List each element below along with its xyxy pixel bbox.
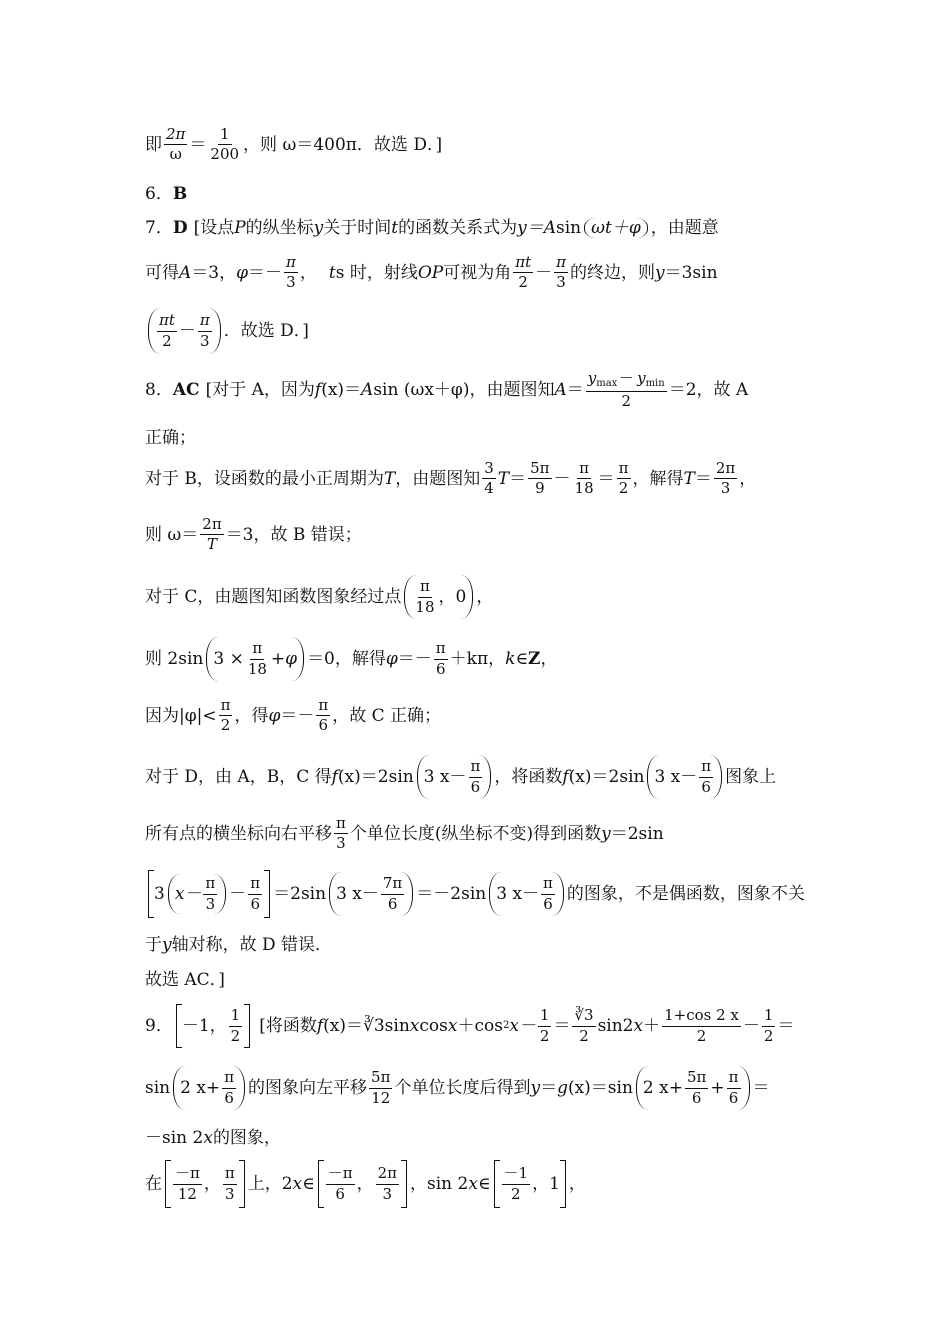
question-9-line-2: sin 2 x+ $\frac{\pi}{6}$ 的图象向左平移 $\frac{5\pi}{12}$ 个单位长度后得到 y ＝ g (x)＝sin 2 x+ $\frac{5\pi}{6}$ + $\frac{\pi}{6}$ ＝ <box>145 1066 810 1110</box>
square-bracket: 3 x－ $\frac{\pi}{3}$ － $\frac{\pi}{6}$ <box>148 870 270 918</box>
question-7-line-3: $\frac{\pi t}{2}$ － $\frac{\pi}{3}$ ．故选 D．] <box>145 308 810 354</box>
question-9-line-1: 9． －1， $\frac{1}{2}$ [将函数 f (x)＝ ∛3 sin x cos x ＋cos 2 x－ $\frac{1}{2}$ ＝ $\frac{∛3}{2}$ sin2 x ＋ $\frac{1+\cos 2 x}{2}$ － $\frac{1}{2}$ ＝ <box>145 1004 810 1048</box>
fraction: $\frac{1}{200}$ <box>210 125 240 164</box>
answer: B <box>172 184 188 204</box>
question-8-line-10: 3 x－ $\frac{\pi}{3}$ － $\frac{\pi}{6}$ ＝2sin 3 x－ $\frac{7\pi}{6}$ ＝－2sin 3 x－ $\frac{\pi}{6}$ 的图象，不是偶函数，图象不关 <box>145 870 810 918</box>
question-8-line-7: 因为|φ|< $\frac{\pi}{2}$ ，得 φ ＝－ $\frac{\pi}{6}$ ，故 C 正确； <box>145 696 442 735</box>
question-6: 6． B <box>145 184 188 204</box>
question-8-line-11: 于 y 轴对称，故 D 错误． <box>145 935 333 955</box>
text: 即 <box>145 134 162 155</box>
question-8-line-4: 则 ω＝ $\frac{2\pi}{T}$ ＝3，故 B 错误； <box>145 515 362 554</box>
question-8-line-8: 对于 D，由 A，B，C 得 f (x)＝2sin 3 x－ $\frac{\pi}{6}$ ，将函数 f (x)＝2sin 3 x－ $\frac{\pi}{6}$ 图象上 <box>145 755 810 799</box>
question-8-line-2: 正确； <box>145 428 196 448</box>
question-8-line-9: 所有点的横坐标向右平移 $\frac{\pi}{3}$ 个单位长度(纵坐标不变)得到函数 y ＝2sin <box>145 814 664 853</box>
question-7-line-2: 可得 A ＝3， φ ＝－ $\frac{\pi}{3}$ ， t s 时，射线 OP 可视为角 $\frac{\pi t}{2}$ － $\frac{\pi}{3}$ 的终边，则 y ＝3sin <box>145 253 718 292</box>
question-8-line-1: 8． AC [对于 A，因为 f (x)＝ A sin (ωx＋φ)，由题图知 A ＝ $\frac{y_{max}- y_{min}}{2}$ ＝2，故 A <box>145 369 749 410</box>
question-9-line-4: 在 $\frac{-\pi}{12}$ ， $\frac{\pi}{3}$ 上，2 x ∈ $\frac{-\pi}{6}$ ， $\frac{2\pi}{3}$ ，sin 2 x ∈ $\frac{-1}{2}$ ，1 ， <box>145 1160 810 1208</box>
answer: D <box>172 218 188 238</box>
fraction: $\frac{2\pi}{\omega}$ <box>166 125 186 164</box>
question-8-line-6: 则 2sin 3 × $\frac{\pi}{18}$ +φ ＝0，解得 φ ＝－ $\frac{\pi}{6}$ ＋kπ， k ∈ Z ， <box>145 637 810 681</box>
question-9-line-3: －sin 2 x 的图象， <box>145 1128 281 1148</box>
question-8-line-3: 对于 B，设函数的最小正周期为 T ，由题图知 $\frac{3}{4}$ T ＝ $\frac{5\pi}{9}$ － $\frac{\pi}{18}$ ＝ $\frac{\pi}{2}$ ，解得 T ＝ $\frac{2\pi}{3}$ ， <box>145 459 757 498</box>
question-8-line-12: 故选 AC．] <box>145 970 225 990</box>
answer: AC <box>172 379 200 400</box>
line-intro: 即 $\frac{2\pi}{\omega}$ ＝ $\frac{1}{200}$ ，则 ω＝400π．故选 D．] <box>145 125 443 164</box>
question-7-line-1: 7． D [设点 P 的纵坐标 y 关于时间 t 的函数关系式为 y＝ A sin ωt＋φ ，由题意 <box>145 218 719 238</box>
parentheses: ωt＋φ <box>584 218 648 238</box>
question-8-line-5: 对于 C，由题图知函数图象经过点 $\frac{\pi}{18}$ ，0 ， <box>145 575 810 619</box>
